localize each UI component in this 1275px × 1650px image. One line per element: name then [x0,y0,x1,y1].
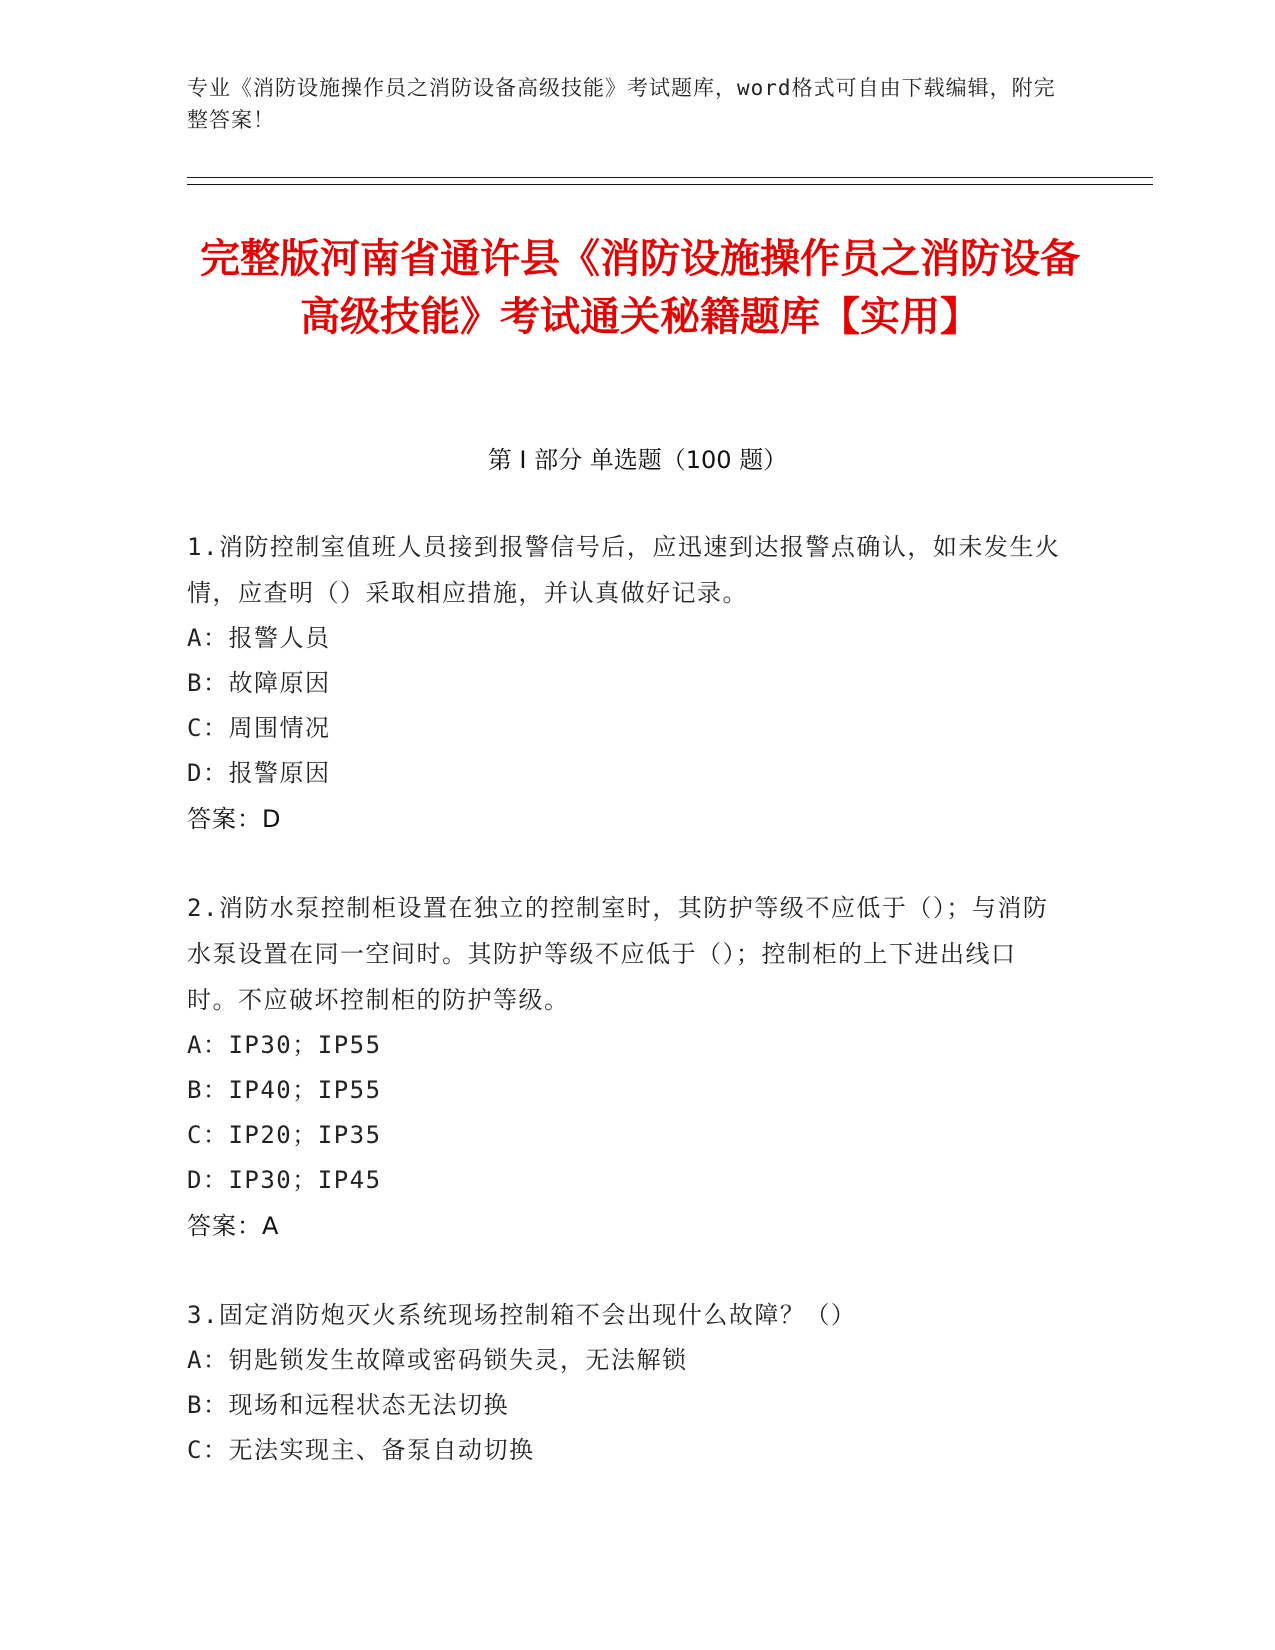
option-b: B：IP40；IP55 [187,1076,382,1104]
section-heading: 第 I 部分 单选题（100 题） [487,446,788,474]
option-b: B：现场和远程状态无法切换 [187,1391,509,1419]
header-note: 专业《消防设施操作员之消防设备高级技能》考试题库，word格式可自由下载编辑，附完整答案！ [187,76,1056,132]
question-3 [187,1292,1067,1473]
answer: 答案：A [187,1212,280,1240]
question-1 [187,524,1067,842]
option-c: C：IP20；IP35 [187,1121,382,1149]
option-c: C：无法实现主、备泵自动切换 [187,1436,535,1464]
option-d: D：报警原因 [187,759,331,787]
answer: 答案：D [187,805,282,833]
header-divider-top [187,177,1153,178]
header-divider-bottom [187,184,1153,185]
option-c: C：周围情况 [187,714,331,742]
option-d: D：IP30；IP45 [187,1166,382,1194]
question-stem: 1.消防控制室值班人员接到报警信号后，应迅速到达报警点确认，如未发生火情，应查明（）采取相应措施，并认真做好记录。 [187,533,1061,607]
option-a: A：IP30；IP55 [187,1031,382,1059]
option-a: A：报警人员 [187,624,331,652]
option-a: A：钥匙锁发生故障或密码锁失灵，无法解锁 [187,1346,688,1374]
document-title: 完整版河南省通许县《消防设施操作员之消防设备高级技能》考试通关秘籍题库【实用】 [200,236,1080,340]
question-2 [187,885,1067,1249]
question-stem: 2.消防水泵控制柜设置在独立的控制室时，其防护等级不应低于（）；与消防水泵设置在同一空间时。其防护等级不应低于（）；控制柜的上下进出线口时。不应破坏控制柜的防护等级。 [187,894,1049,1014]
option-b: B：故障原因 [187,669,331,697]
question-stem: 3.固定消防炮灭火系统现场控制箱不会出现什么故障？（） [187,1301,857,1329]
